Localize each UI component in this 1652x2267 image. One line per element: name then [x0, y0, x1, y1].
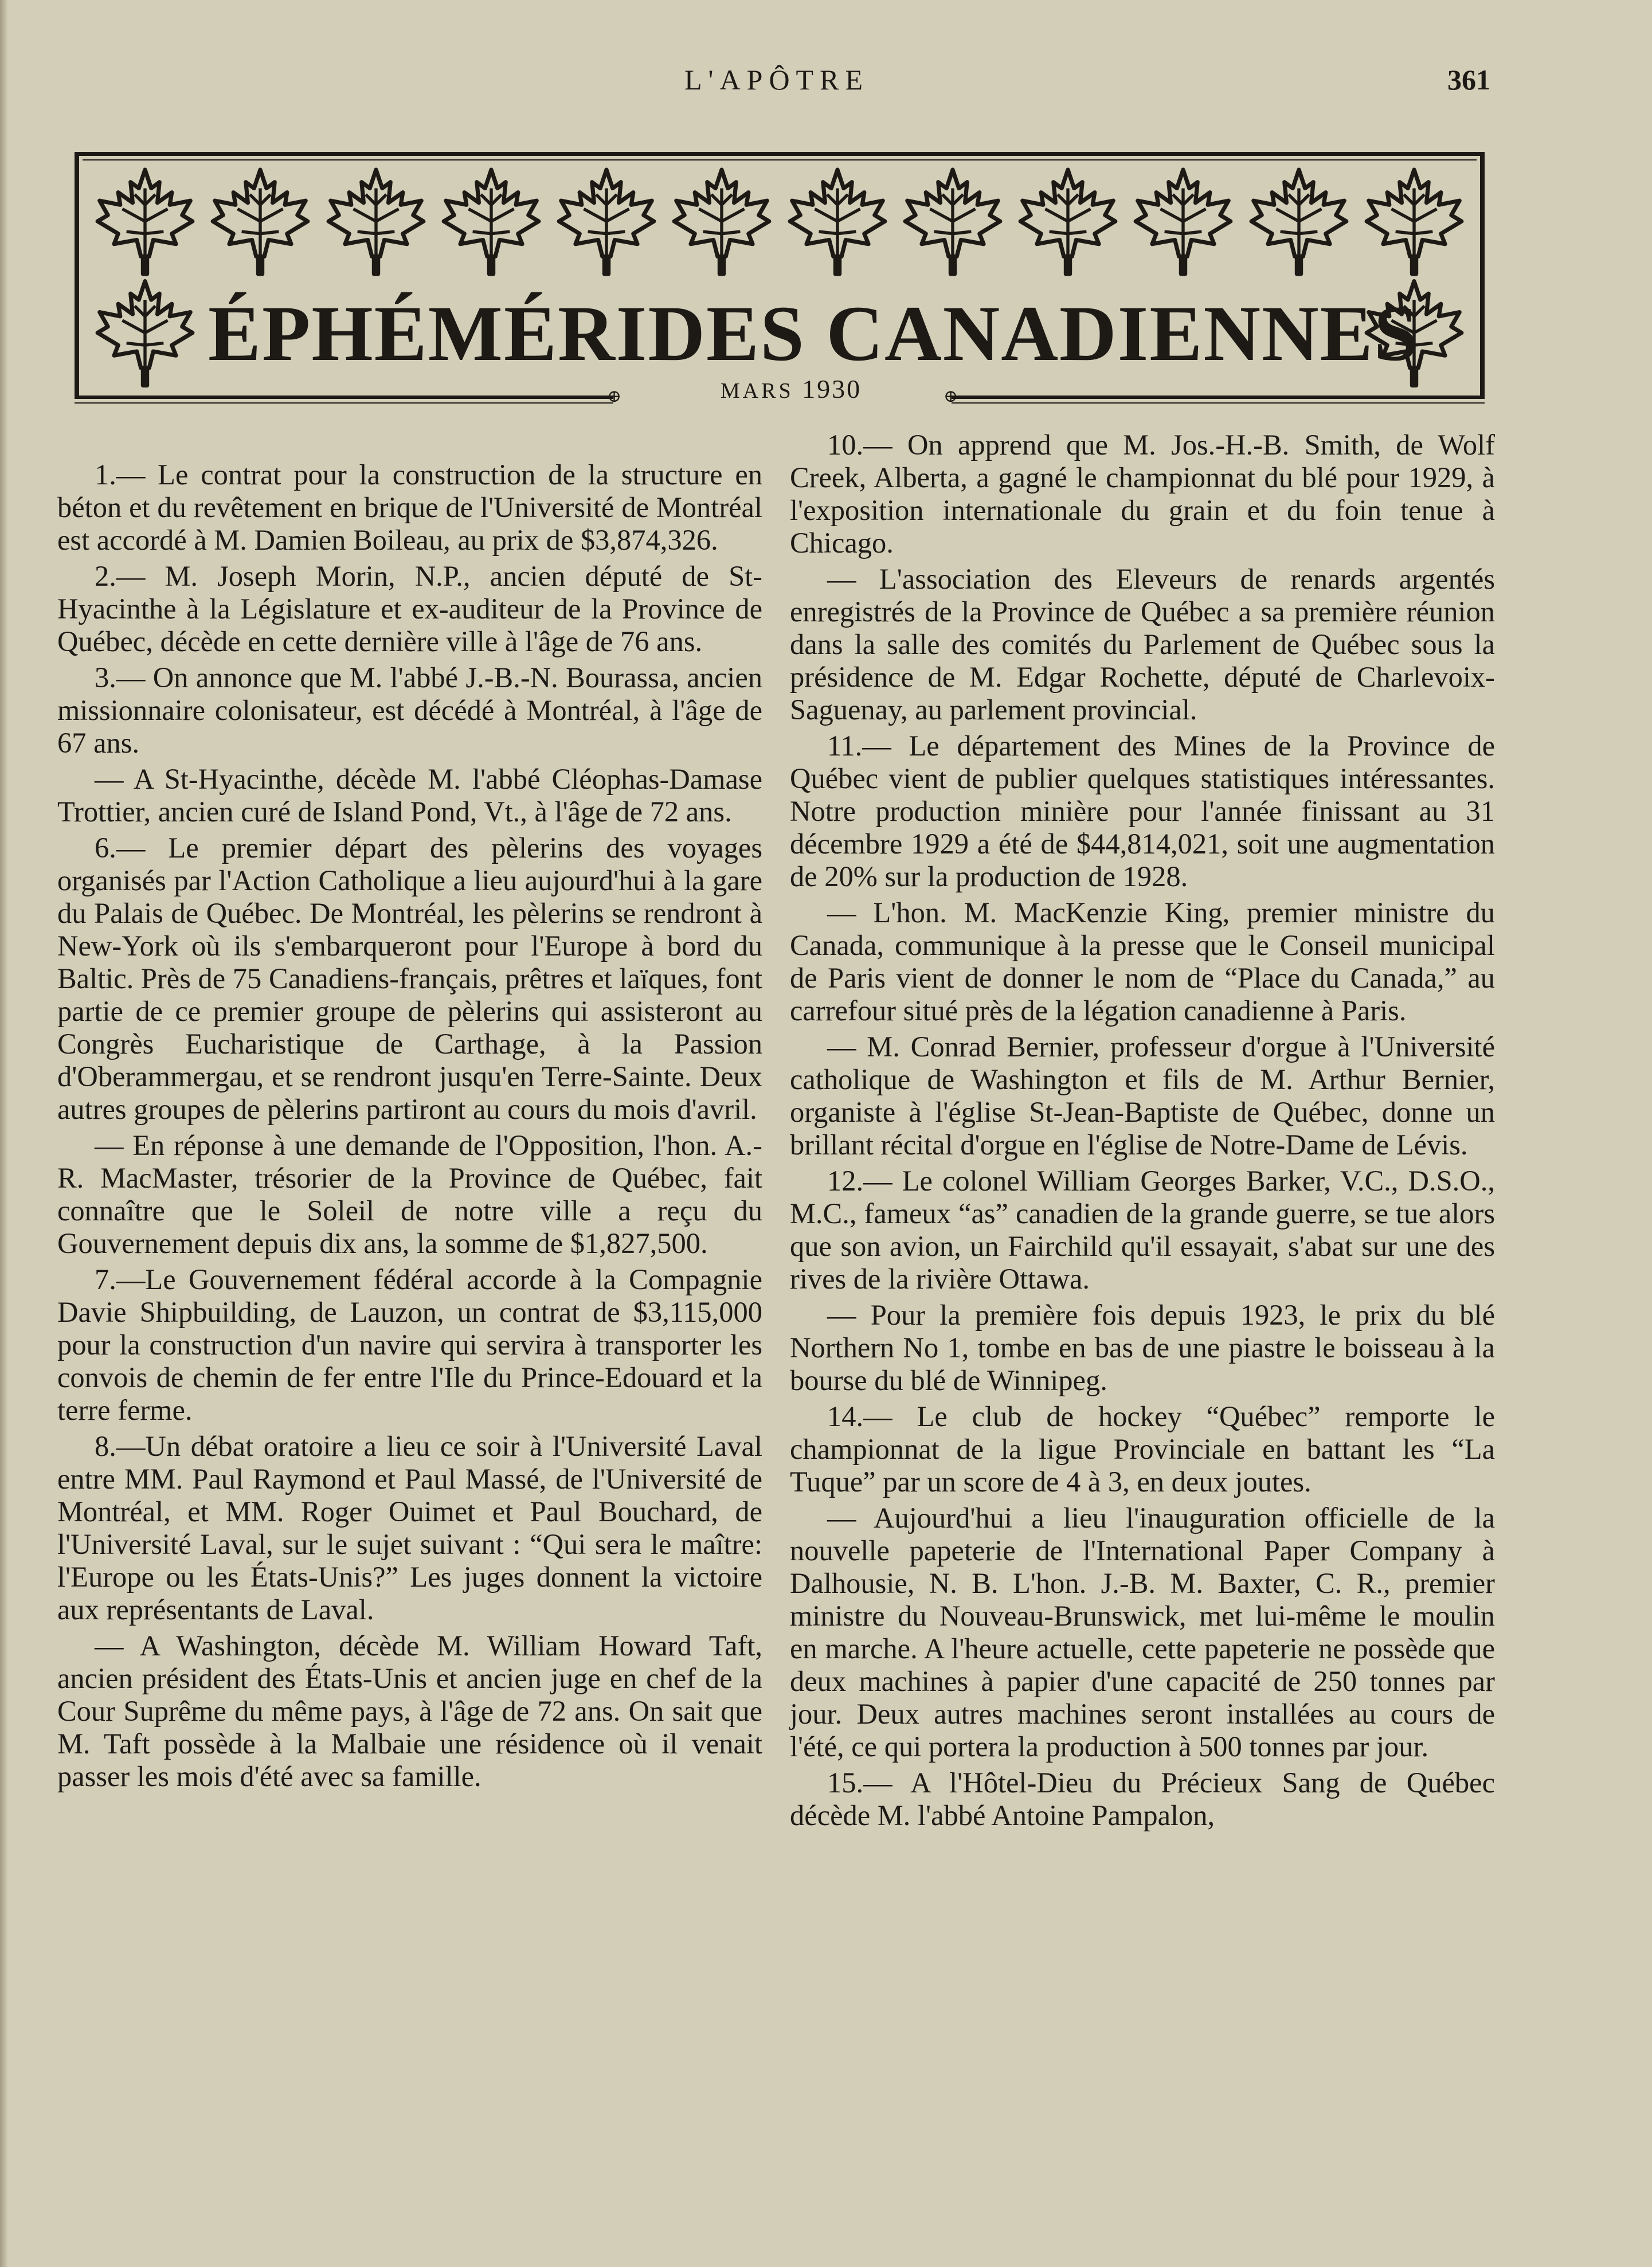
maple-leaf-icon	[1132, 167, 1235, 276]
maple-leaf-row	[93, 167, 1466, 276]
running-title: L'APÔTRE	[684, 64, 869, 96]
maple-leaf-icon	[555, 167, 658, 276]
date-text	[648, 374, 934, 404]
ephemeris-entry: 14.— Le club de hockey “Québec” remporte le championnat de la ligue Provinciale en battant les “La Tuque” par un score de 4 à 3, en deux joutes.	[790, 1400, 1495, 1498]
maple-leaf-icon	[209, 167, 312, 276]
maple-leaf-icon	[440, 167, 543, 276]
date-year: 1930	[802, 374, 862, 404]
maple-leaf-icon	[1247, 167, 1350, 276]
ephemeris-entry: — Pour la première fois depuis 1923, le prix du blé Northern No 1, tombe en bas de une piastre le boisseau à la bourse du blé de Winnipeg.	[790, 1299, 1495, 1396]
banner-title-row	[93, 279, 1466, 388]
banner-title: ÉPHÉMÉRIDES CANADIENNES	[208, 289, 1419, 377]
maple-leaf-icon	[93, 167, 197, 276]
ephemeris-entry: — M. Conrad Bernier, professeur d'orgue à l'Université catholique de Washington et fils de M. Arthur Bernier, organiste à l'église St-Jean-Baptiste de Québec, donne un brillant récital d'orgue en l'église de Notre-Dame de Lévis.	[790, 1031, 1495, 1161]
ephemeris-entry: — En réponse à une demande de l'Opposition, l'hon. A.-R. MacMaster, trésorier de la Province de Québec, fait connaître que le Soleil de notre ville a reçu du Gouvernement depuis dix ans, la somme de $1,827,500.	[57, 1129, 762, 1259]
maple-leaf-icon	[1363, 167, 1466, 276]
ephemeris-entry: 12.— Le colonel William Georges Barker, V.C., D.S.O., M.C., fameux “as” canadien de la grande guerre, se tue alors que son avion, un Fairchild qu'il essayait, s'abat sur une des rives de la rivière Ottawa.	[790, 1165, 1495, 1295]
page-edge	[0, 0, 8, 2267]
ephemeris-entry: 15.— A l'Hôtel-Dieu du Précieux Sang de Québec décède M. l'abbé Antoine Pampalon,	[790, 1767, 1495, 1831]
maple-leaf-icon	[786, 167, 889, 276]
ephemeris-entry: 6.— Le premier départ des pèlerins des voyages organisés par l'Action Catholique a lieu aujourd'hui à la gare du Palais de Québec. De Montréal, les pèlerins se rendront à New-York où ils s'embarqueront pour l'Europe à bord du Baltic. Près de 75 Canadiens-français, prêtres et laïques, font partie de ce premier groupe de pèlerins qui assisteront au Congrès Eucharistique de Carthage, à la Passion d'Oberammergau, et se rendront jusqu'en Terre-Sainte. Deux autres groupes de pèlerins partiront au cours du mois d'avril.	[57, 832, 762, 1125]
maple-leaf-icon	[324, 167, 428, 276]
ephemeris-entry: 1.— Le contrat pour la construction de la structure en béton et du revêtement en brique de l'Université de Montréal est accordé à M. Damien Boileau, au prix de $3,874,326.	[57, 459, 762, 556]
ephemeris-entry: — L'association des Eleveurs de renards argentés enregistrés de la Province de Québec a sa première réunion dans la salle des comités du Parlement de Québec sous la présidence de M. Edgar Rochette, député de Charlevoix-Saguenay, au parlement provincial.	[790, 563, 1495, 726]
ephemeris-entry: 11.— Le département des Mines de la Province de Québec vient de publier quelques statistiques intéressantes. Notre production minière pour l'année finissant au 31 décembre 1929 a été de $44,814,021, soit une augmentation de 20% sur la production de 1928.	[790, 730, 1495, 892]
dateline-rule-right	[952, 396, 1485, 404]
right-column	[790, 429, 1495, 1835]
running-head	[63, 63, 1490, 103]
ephemeris-entry: — L'hon. M. MacKenzie King, premier ministre du Canada, communique à la presse que le Conseil municipal de Paris vient de donner le nom de “Place du Canada,” au carrefour situé près de la légation canadienne à Paris.	[790, 896, 1495, 1027]
ephemeris-entry: — A Washington, décède M. William Howard Taft, ancien président des États-Unis et ancien juge en chef de la Cour Suprême du même pays, à l'âge de 72 ans. On sait que M. Taft possède à la Malbaie une résidence où il venait passer les mois d'été avec sa famille.	[57, 1630, 762, 1792]
banner	[75, 152, 1485, 398]
ephemeris-entry: — Aujourd'hui a lieu l'inauguration officielle de la nouvelle papeterie de l'International Paper Company à Dalhousie, N. B. L'hon. J.-B. M. Baxter, C. R., premier ministre du Nouveau-Brunswick, met lui-même le moulin en marche. A l'heure actuelle, cette papeterie ne possède que deux machines à papier d'une capacité de 250 tonnes par jour. Deux autres machines seront installées au cours de l'été, ce qui portera la production à 500 tonnes par jour.	[790, 1502, 1495, 1763]
dateline-rule-left	[75, 396, 613, 404]
maple-leaf-icon	[1016, 167, 1119, 276]
dateline	[75, 374, 1485, 408]
page-number: 361	[1447, 64, 1490, 96]
ephemeris-entry: 7.—Le Gouvernement fédéral accorde à la Compagnie Davie Shipbuilding, de Lauzon, un contrat de $3,115,000 pour la construction d'un navire qui servira à transporter les convois de chemin de fer entre l'Ile du Prince-Edouard et la terre ferme.	[57, 1263, 762, 1426]
ephemeris-entry: 8.—Un débat oratoire a lieu ce soir à l'Université Laval entre MM. Paul Raymond et Paul Massé, de l'Université de Montréal, et MM. Roger Ouimet et Paul Bouchard, de l'Université Laval, sur le sujet suivant : “Qui sera le maître: l'Europe ou les États-Unis?” Les juges donnent la victoire aux représentants de Laval.	[57, 1430, 762, 1626]
ephemeris-entry: 3.— On annonce que M. l'abbé J.-B.-N. Bourassa, ancien missionnaire colonisateur, est décédé à Montréal, à l'âge de 67 ans.	[57, 661, 762, 759]
date-month: MARS	[720, 379, 794, 403]
ephemeris-entry: — A St-Hyacinthe, décède M. l'abbé Cléophas-Damase Trottier, ancien curé de Island Pond, Vt., à l'âge de 72 ans.	[57, 763, 762, 828]
maple-leaf-icon	[93, 279, 197, 388]
ephemeris-entry: 10.— On apprend que M. Jos.-H.-B. Smith, de Wolf Creek, Alberta, a gagné le championnat du blé pour 1929, à l'exposition internationale du grain et du foin tenue à Chicago.	[790, 429, 1495, 559]
maple-leaf-icon	[670, 167, 773, 276]
maple-leaf-icon	[901, 167, 1004, 276]
maple-leaf-icon	[1363, 279, 1466, 388]
left-column	[57, 459, 762, 1796]
ephemeris-entry: 2.— M. Joseph Morin, N.P., ancien député de St-Hyacinthe à la Législature et ex-auditeur de la Province de Québec, décède en cette dernière ville à l'âge de 76 ans.	[57, 560, 762, 657]
